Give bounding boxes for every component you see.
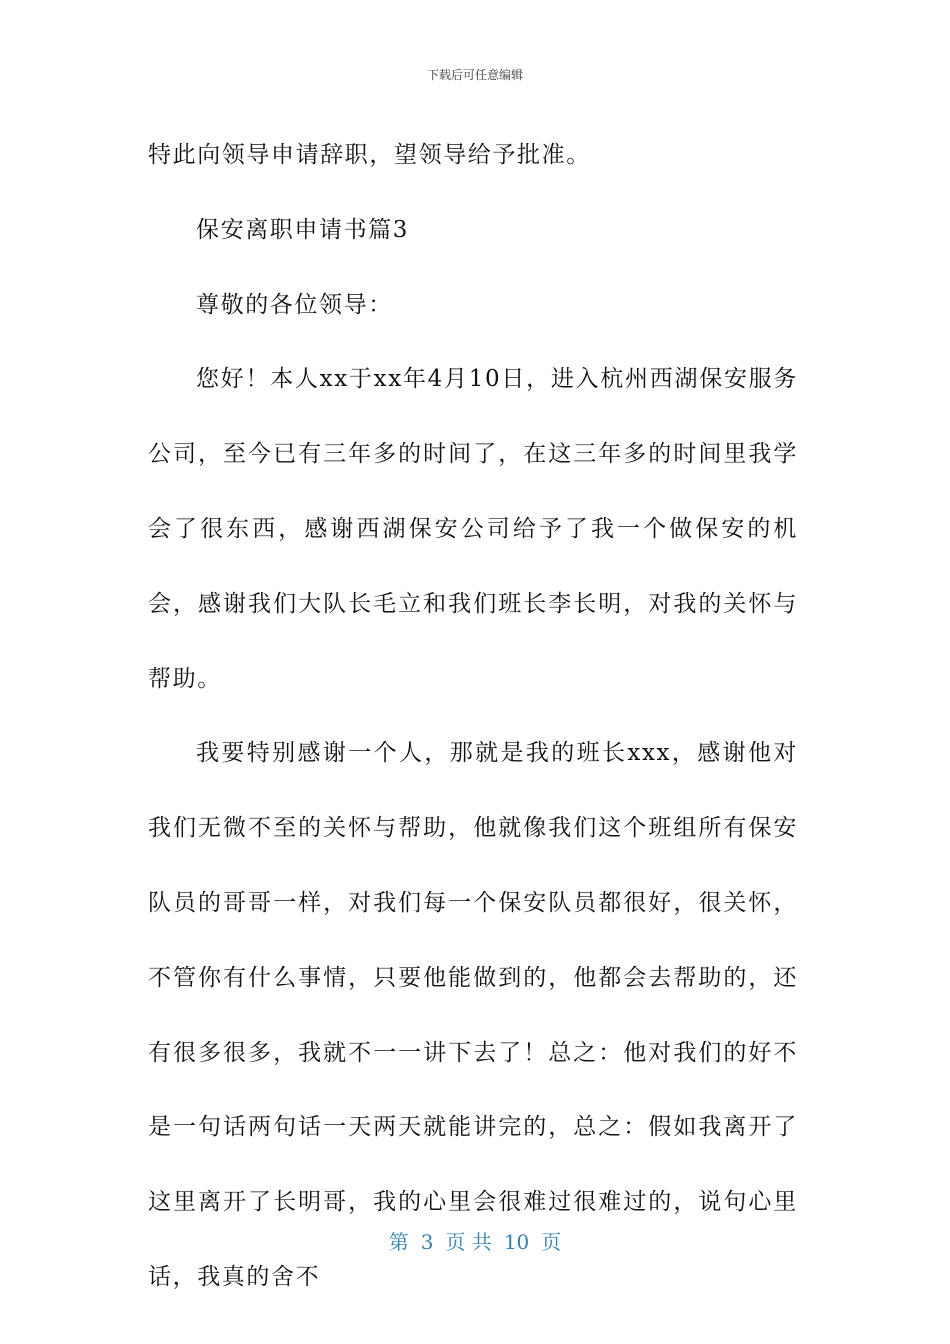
section-title: 保安离职申请书篇3 — [196, 216, 410, 243]
document-body — [148, 118, 798, 1315]
footer-prefix: 第 — [388, 1230, 409, 1254]
footer-suffix: 页 — [541, 1230, 562, 1254]
footer-middle: 页 共 — [445, 1230, 492, 1254]
paragraph-introduction: 您好！本人xx于xx年4月10日，进入杭州西湖保安服务公司，至今已有三年多的时间了，在这三年多的时间里我学会了很东西，感谢西湖保安公司给予了我一个做保安的机会，感谢我们大队长毛立和我们班长李长明，对我的关怀与帮助。 — [148, 366, 798, 692]
paragraph-thanks-leader: 我要特别感谢一个人，那就是我的班长xxx，感谢他对我们无微不至的关怀与帮助，他就像我们这个班组所有保安队员的哥哥一样，对我们每一个保安队员都很好，很关怀，不管你有什么事情，只要他能做到的，他都会去帮助的，还有很多很多，我就不一一讲下去了！总之：他对我们的好不是一句话两句话一天两天就能讲完的，总之：假如我离开了这里离开了长明哥，我的心里会很难过很难过的，说句心里话，我真的舍不 — [148, 740, 798, 1290]
page-number-footer — [0, 1226, 950, 1255]
footer-total-pages: 10 — [503, 1230, 530, 1254]
header-note: 下载后可任意编辑 — [426, 68, 523, 82]
salutation: 尊敬的各位领导： — [196, 291, 393, 318]
footer-current-page: 3 — [420, 1230, 434, 1254]
paragraph-closing-request: 特此向领导申请辞职，望领导给予批准。 — [148, 142, 591, 168]
